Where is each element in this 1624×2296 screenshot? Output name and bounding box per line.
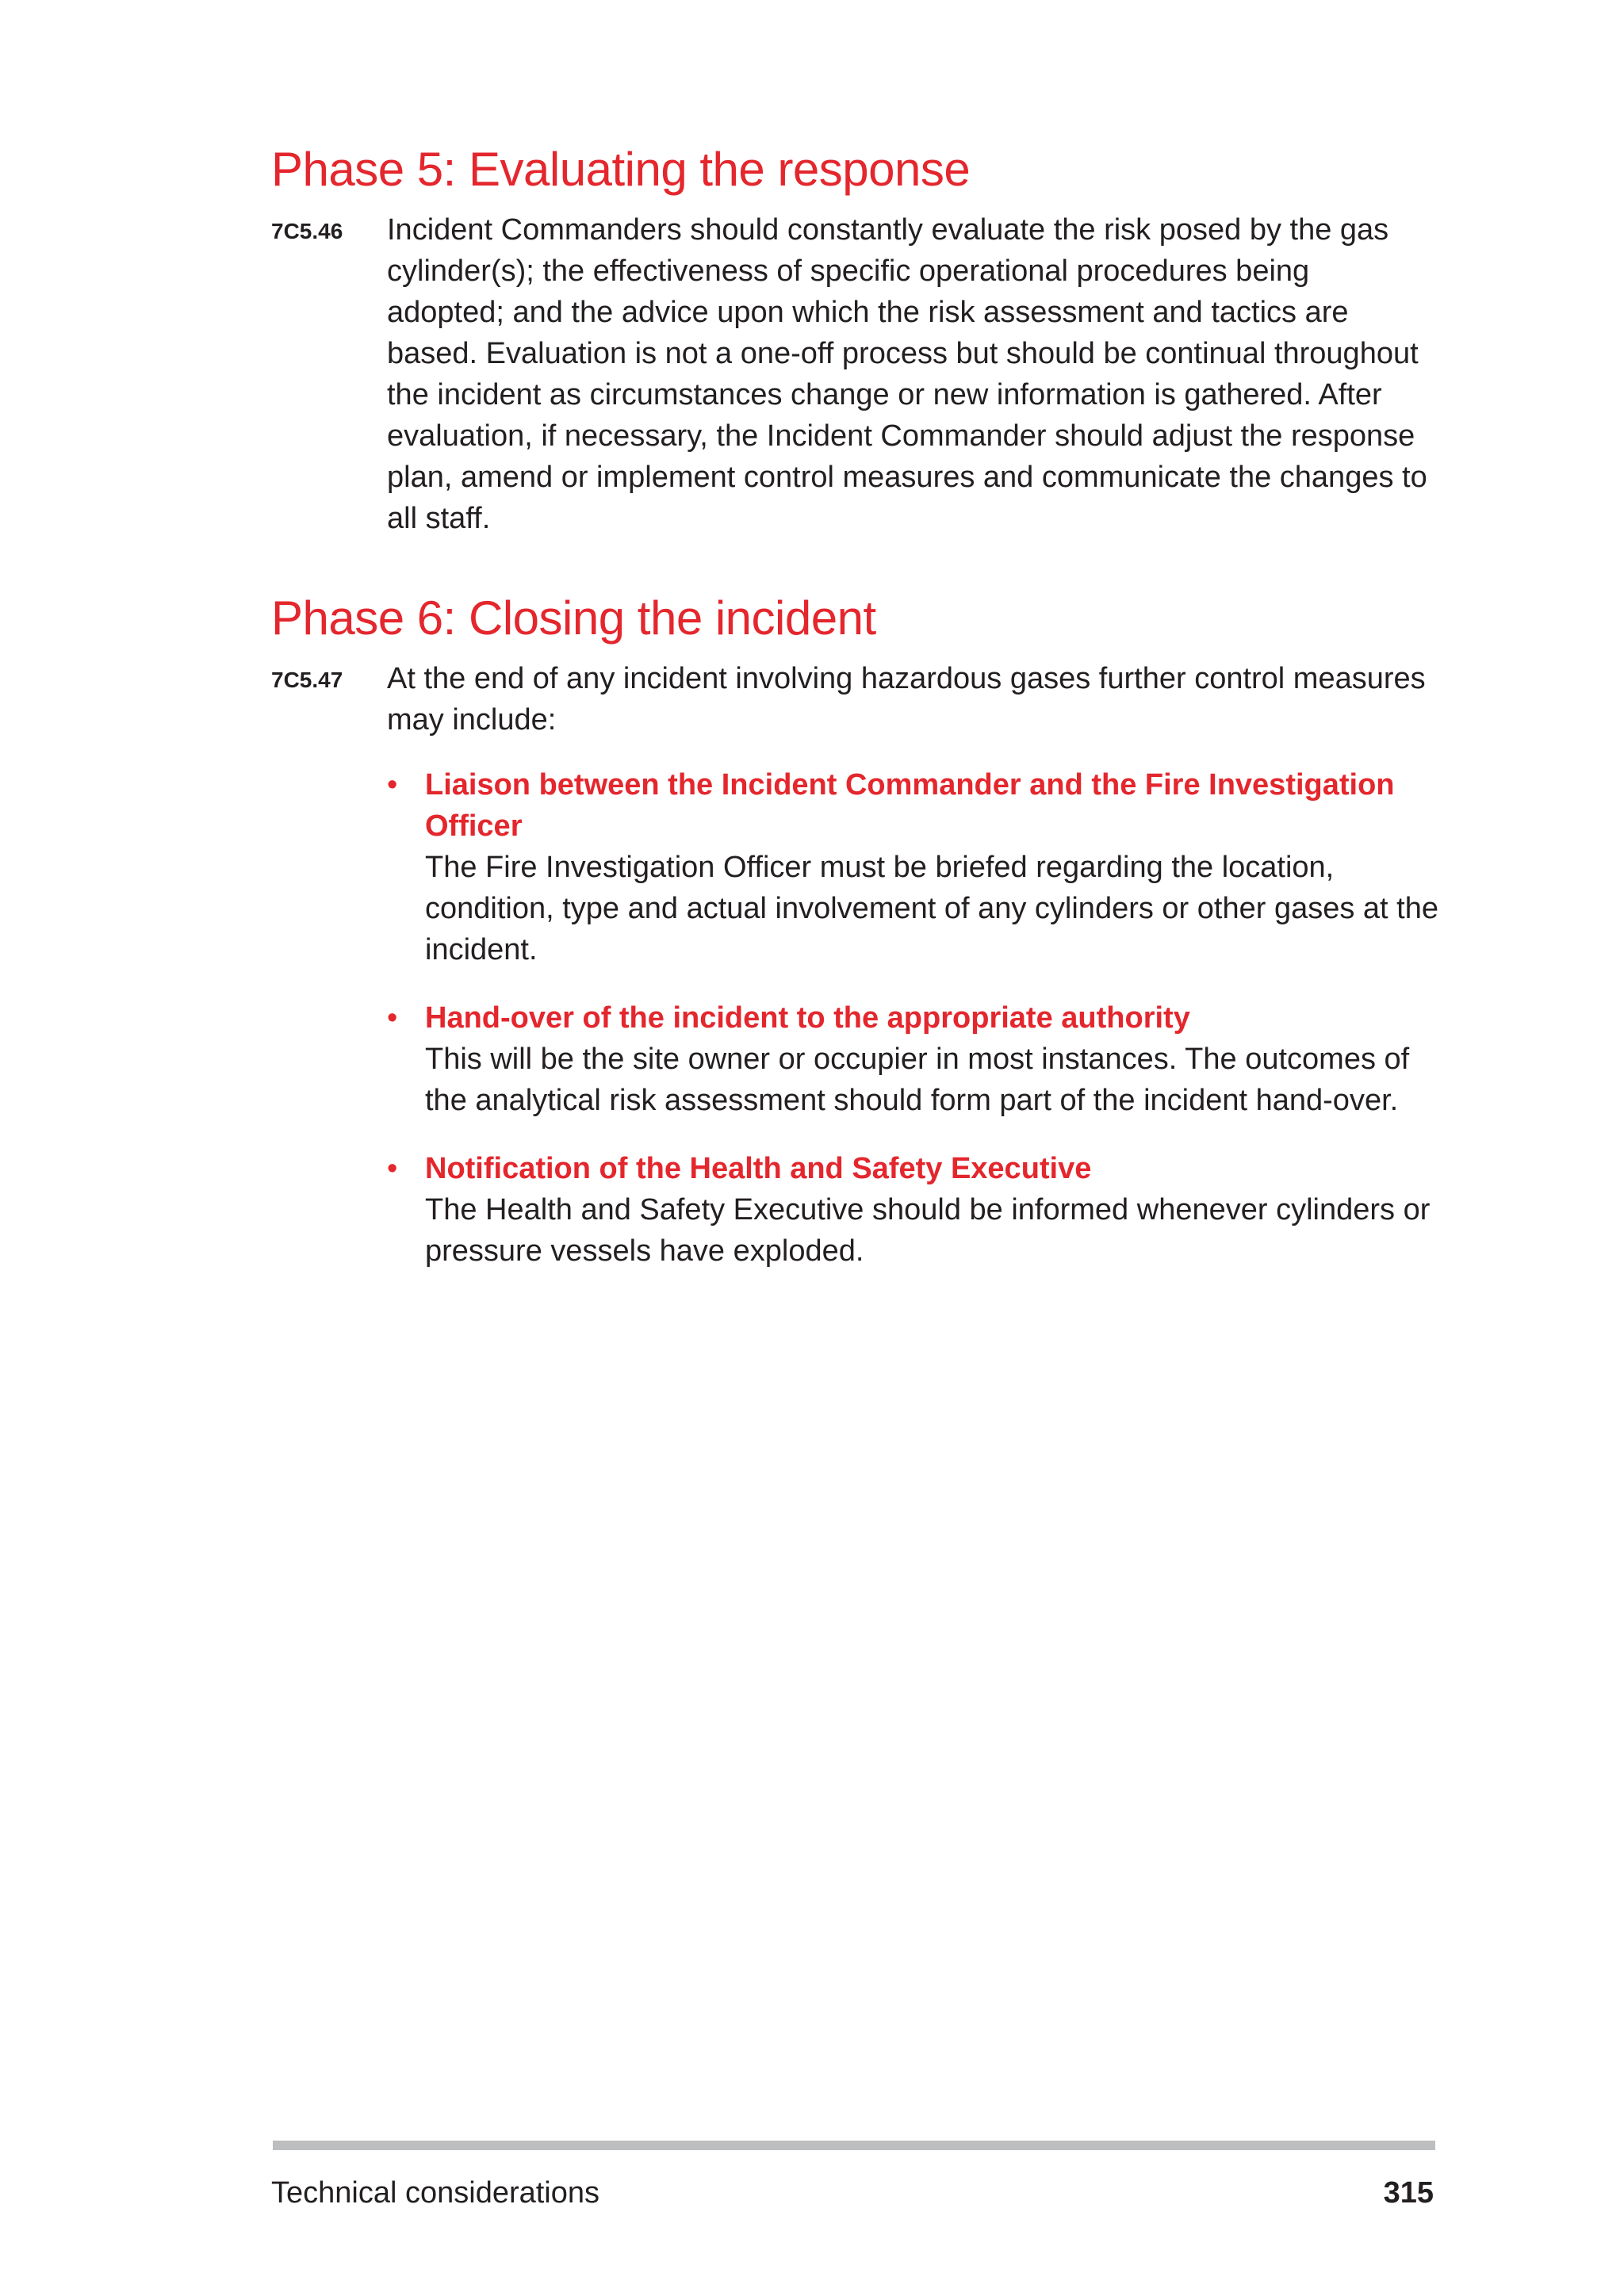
bullet-icon: • <box>387 768 398 802</box>
bullet-icon: • <box>387 1152 398 1185</box>
numbered-paragraph <box>271 209 1437 539</box>
list-item-title: Hand-over of the incident to the appropriate authority <box>425 1001 1190 1035</box>
list-item <box>387 997 1442 1121</box>
footer-section-title: Technical considerations <box>271 2176 600 2210</box>
list-item-text: This will be the site owner or occupier in most instances. The outcomes of the analytical risk assessment should form part of the incident hand-over. <box>425 1043 1410 1117</box>
paragraph-text: Incident Commanders should constantly evaluate the risk posed by the gas cylinder(s); the effectiveness of specific operational procedures being adopted; and the advice upon which the risk assessment and tactics are based. Evaluation is not a one-off process but should be continual throughout the incident as circumstances change or new information is gathered. After evaluation, if necessary, the Incident Commander should adjust the response plan, amend or implement control measures and communicate the changes to all staff. <box>387 213 1427 535</box>
list-item-text: The Health and Safety Executive should be informed whenever cylinders or pressure vessels have exploded. <box>425 1193 1431 1268</box>
page-footer <box>271 2172 1434 2214</box>
list-item-body <box>425 764 1442 970</box>
section-heading: Phase 5: Evaluating the response <box>271 143 971 196</box>
paragraph-number: 7C5.47 <box>271 668 343 692</box>
list-item-body <box>425 1148 1442 1272</box>
page-number: 315 <box>1383 2176 1434 2210</box>
list-item-text: The Fire Investigation Officer must be briefed regarding the location, condition, type and actual involvement of any cylinders or other gases at the incident. <box>425 851 1438 966</box>
section-phase-5 <box>271 140 1437 539</box>
section-heading: Phase 6: Closing the incident <box>271 591 876 645</box>
section-phase-6 <box>271 588 1437 1272</box>
list-item <box>387 764 1442 970</box>
paragraph-text: At the end of any incident involving hazardous gases further control measures may include: <box>387 662 1426 737</box>
list-item-body <box>425 997 1442 1121</box>
bullet-icon: • <box>387 1001 398 1035</box>
control-measures-list <box>387 764 1442 1272</box>
footer-divider <box>273 2141 1435 2150</box>
paragraph-number: 7C5.46 <box>271 219 343 243</box>
list-item-title: Liaison between the Incident Commander and the Fire Investigation Officer <box>425 768 1395 843</box>
page-content <box>271 140 1437 1299</box>
numbered-paragraph <box>271 658 1437 740</box>
list-item-title: Notification of the Health and Safety Executive <box>425 1152 1092 1185</box>
list-item <box>387 1148 1442 1272</box>
